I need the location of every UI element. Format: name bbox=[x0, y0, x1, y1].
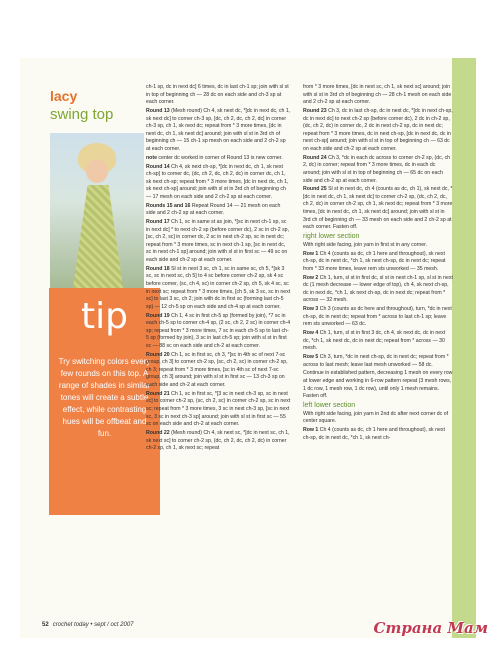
round-label: Row 1 bbox=[303, 427, 319, 434]
instruction-text: center dc worked in corner of Round 13 is new corner. bbox=[158, 154, 283, 161]
page-number: 52 bbox=[42, 622, 49, 628]
tip-box bbox=[49, 288, 160, 515]
instruction-text: ch-1 sp, dc in next dc] 6 times, dc in last ch-1 sp; join with sl st in top of beginning ch — 28 dc on each side and ch-3 sp at each corner. bbox=[146, 84, 289, 106]
round-label: Round 14 bbox=[146, 163, 170, 170]
instruction-text: Continue in established pattern, decreasing 1 mesh on every row at lower edge and working in 6-row pattern repeat (3 mesh rows, 1 dc row, 1 mesh row, 1 dc row), until only 1 mesh remains. Fasten off. bbox=[303, 370, 453, 400]
instruction-paragraph bbox=[303, 275, 453, 305]
round-label: Round 18 bbox=[146, 265, 170, 272]
instruction-text: (Mesh round) Ch 4, sk next sc, *[dc in next sc, ch 1, sk next sc] to corner ch-2 sp, (dc, ch 2, dc, ch 2, dc) in corner ch-2 sp, ch 1, sk next sc; repeat bbox=[146, 430, 290, 452]
instruction-paragraph bbox=[303, 251, 453, 274]
instruction-text: Ch 3, *dc in each dc across to corner ch-2 sp, (dc, ch 2, dc) in corner; repeat from * 3 more times, dc in each dc around; join with sl st in top of beginning ch — 65 dc on each side and ch-2 sp at each corner. bbox=[303, 154, 451, 184]
round-label: Row 1 bbox=[303, 250, 319, 257]
instruction-text: Ch 4 (counts as dc, ch 1 here and throughout), sk next ch-sp, dc in next dc, *ch 1, sk next ch-sp, dc in next dc; repeat from * 33 more times, leave rem sts unworked — 35 mesh. bbox=[303, 250, 446, 272]
round-label: Round 25 bbox=[303, 186, 327, 193]
round-label: Round 24 bbox=[303, 154, 327, 161]
instruction-text: Ch 1, sc in first sc, ch 3, *[sc in 4th sc of next 7-sc group, ch 3] to corner ch-2 sp, (sc, ch 2, sc) in corner ch-2 sp, ch 3; repeat from * 3 more times, [sc in 4th sc of next 7-sc group, ch 3] around; join with sl st in first sc — 13 ch-3 sp on each side and ch-2 at each corner. bbox=[146, 351, 288, 389]
instruction-text: With right side facing, join yarn in first st in any corner. bbox=[303, 241, 427, 248]
instruction-paragraph bbox=[146, 313, 291, 351]
edge-color-strip bbox=[452, 58, 476, 638]
round-label: note bbox=[146, 154, 157, 161]
model-photo bbox=[50, 133, 144, 301]
instruction-paragraph bbox=[303, 411, 453, 426]
title-line-2: swing top bbox=[50, 106, 114, 123]
round-label: Round 19 bbox=[146, 312, 170, 319]
instruction-paragraph bbox=[146, 391, 291, 429]
instruction-text: Ch 3 (counts as dc here and throughout), turn, *dc in next ch-sp, dc in next dc; repeat from * across to last ch-1 sp; leave rem sts unworked — 63 dc. bbox=[303, 306, 452, 328]
instruction-text: Sl st in next dc, ch 4 (counts as dc, ch 1), sk next dc, *[dc in next dc, ch 1, sk next dc] to corner ch-2 sp, (dc, ch 2, dc, ch 2, dc) in corner ch-2 sp, ch 1, sk next dc; repeat from * 3 more times, [dc in next dc, ch 1, sk next dc] around; join with sl st in 3rd ch of beginning ch — 33 mesh on each side and 2 ch-2 sp at each corner. Fasten off. bbox=[303, 186, 453, 231]
instruction-text: Repeat Round 14 — 21 mesh on each side and 2 ch-2 sp at each corner. bbox=[146, 202, 281, 217]
tip-heading: tip bbox=[81, 296, 128, 337]
tip-text: Try switching colors every few rounds on this top. A range of shades in similar tones will create a subtle effect, while contrasting hues will be offbeat and fun. bbox=[58, 357, 151, 438]
instruction-text: Ch 1, sc in first sc, *[3 sc in next ch-3 sp, sc in next sc] to corner ch-2 sp, (sc, ch 2, sc) in corner ch-2 sp, sc in next sc; repeat from * 3 more times, 3 sc in next ch-3 sp, [sc in next sc, 3 sc in next ch-3 sp] around; join with sl st in first sc — 55 sc on each side and ch-2 at each corner. bbox=[146, 390, 291, 428]
instruction-paragraph bbox=[146, 164, 291, 202]
instruction-paragraph bbox=[146, 430, 291, 453]
instruction-paragraph bbox=[146, 108, 291, 154]
instruction-text: (Mesh round) Ch 4, sk next dc, *[dc in next dc, ch 1, sk next dc] to corner ch-3 sp, [dc, ch 2, dc, ch 2, dc] in corner ch-3 sp, ch 1, sk next dc; repeat from * 3 more times, [dc in next dc, ch 1, sk next dc] around; join with sl st in 3rd ch of beginning ch — 15 ch-1 sp mesh on each side and 2 ch-2 sp at each corner. bbox=[146, 107, 291, 152]
instruction-paragraph bbox=[303, 427, 453, 442]
instruction-text: With right side facing, join yarn in 2nd dc after next corner dc of center square. bbox=[303, 410, 449, 425]
instruction-text: Ch 1, sc in same st as join, *[sc in next ch-1 sp, sc in next dc] * to next ch-2 sp (before corner dc), 2 sc in ch-2 sp, [sc, ch 2, sc] in corner dc, 2 sc in next ch-2 sp, sc in next dc; repeat from * 3 more times, sc in next ch-1 sp, [sc in next dc, sc in next ch-1 sp] around; join with sl st in first sc — 49 sc on each side and ch-2 sp at each corner. bbox=[146, 219, 290, 263]
instruction-text: Ch 1, turn, sl st in first 3 dc, ch 4, sk next dc, dc in next dc, *ch 1, sk next dc, dc in next dc; repeat from * across — 30 mesh. bbox=[303, 330, 446, 352]
round-label: Row 4 bbox=[303, 330, 319, 337]
section-heading: left lower section bbox=[303, 402, 356, 409]
round-label: Round 20 bbox=[146, 351, 170, 358]
round-label: Row 3 bbox=[303, 306, 319, 313]
instruction-text: Ch 1, turn, sl st in first dc, sl st in next ch-1 sp, sl st in next dc (1 mesh decrease — lower edge of top), ch 4, sk next ch-sp, dc in next dc, *ch 1, sk next ch-sp, dc in next dc; repeat from * across — 32 mesh. bbox=[303, 274, 453, 304]
instruction-text: from * 3 more times, [dc in next sc, ch 1, sk next sc] around; join with sl st in 3rd ch of beginning ch — 28 ch-1 mesh on each side and 2 ch-2 sp at each corner. bbox=[303, 84, 452, 106]
instruction-paragraph bbox=[146, 352, 291, 390]
instruction-paragraph bbox=[303, 108, 453, 154]
round-label: Row 5 bbox=[303, 354, 319, 361]
instructions-column-1 bbox=[146, 84, 291, 454]
instruction-paragraph bbox=[303, 330, 453, 353]
section-heading: right lower section bbox=[303, 233, 360, 241]
instruction-text: Ch 4 (counts as dc, ch 1 here and throughout), sk next ch-sp, dc in next dc, *ch 1, sk next ch- bbox=[303, 427, 445, 441]
instruction-paragraph bbox=[303, 186, 453, 232]
instruction-text: Ch 4, sk next ch-sp, *[dc in next dc, ch 1, sk next ch-sp] to corner dc, (dc, ch 2, dc, ch 2, dc) in corner dc, ch 1, sk next ch-sp; repeat from * 3 more times, [dc in next dc, ch 1, sk next ch-sp] around; join with sl st in 3rd ch of beginning ch — 17 mesh on each side and 2 ch-2 sp at each corner. bbox=[146, 163, 289, 200]
instruction-paragraph bbox=[146, 203, 291, 218]
instruction-paragraph bbox=[146, 84, 291, 107]
instruction-text: Ch 1, 4 sc in first ch-5 sp (formed by join), *7 sc in each ch-5 sp to corner ch-4 sp, (2 sc, ch 2, 2 sc) in corner ch-4 sp; repeat from * 3 more times, 7 sc in each ch-5 sp to last ch-5 sp (formed by join), 3 sc in last ch-5 sp; join with sl st in first sc — 88 sc on each side and ch-2 at each corner. bbox=[146, 312, 291, 349]
instruction-paragraph bbox=[303, 370, 453, 400]
instruction-paragraph bbox=[146, 266, 291, 312]
instruction-paragraph bbox=[303, 155, 453, 185]
instruction-paragraph bbox=[303, 84, 453, 107]
instruction-paragraph bbox=[303, 306, 453, 329]
instruction-paragraph bbox=[303, 242, 453, 250]
round-label: Row 2 bbox=[303, 274, 319, 281]
site-watermark: Страна Мам bbox=[373, 619, 488, 637]
instruction-text: Sl st in next 3 sc, ch 1, sc in same sc, ch 5, *[sk 3 sc, sc in next sc, ch 5] to 4 sc before corner ch-2 sp, sk 4 sc before corner, (sc, ch 4, sc) in corner ch-2 sp, ch 5, sk 4 sc, sc in next sc; repeat from * 3 more times, [ch 5, sk 3 sc, sc in next sc] to last 3 sc, ch 2; join with dc in first sc (forming last ch-5 sp) — 12 ch-5 sp on each side and ch-4 sp at each corner. bbox=[146, 265, 291, 310]
photo-face bbox=[86, 159, 108, 183]
round-label: Round 13 bbox=[146, 107, 170, 114]
instruction-paragraph bbox=[146, 219, 291, 265]
instruction-text: Ch 3, turn, *dc in next ch-sp, dc in next dc; repeat from * across to last mesh; leave last mesh unworked — 58 dc. bbox=[303, 354, 449, 368]
issue-line: crochet today • sept / oct 2007 bbox=[52, 622, 134, 628]
instruction-text: Ch 3, dc in last ch-sp, dc in next dc, *[dc in next ch-sp, dc in next dc] to next ch-2 sp (before corner dc), 2 dc in ch-2 sp, (dc, ch 2, dc) in corner dc, 2 dc in next ch-2 sp, dc in next dc; repeat from * 3 more times, dc in next ch-sp, [dc in next dc, dc in next ch-sp] around; join with sl st in top of beginning ch — 63 dc on each side and ch-2 sp at each corner. bbox=[303, 107, 453, 152]
round-label: Round 17 bbox=[146, 219, 170, 226]
instruction-paragraph bbox=[303, 354, 453, 369]
photo-garment bbox=[72, 185, 124, 295]
title-line-1: lacy bbox=[50, 88, 78, 104]
magazine-page bbox=[20, 58, 476, 638]
instruction-paragraph bbox=[146, 155, 291, 163]
page-footer bbox=[42, 622, 134, 628]
round-label: Round 22 bbox=[146, 430, 170, 436]
instructions-column-2 bbox=[303, 84, 453, 444]
round-label: Round 23 bbox=[303, 107, 327, 114]
round-label: Rounds 15 and 16 bbox=[146, 202, 191, 209]
round-label: Round 21 bbox=[146, 390, 170, 397]
